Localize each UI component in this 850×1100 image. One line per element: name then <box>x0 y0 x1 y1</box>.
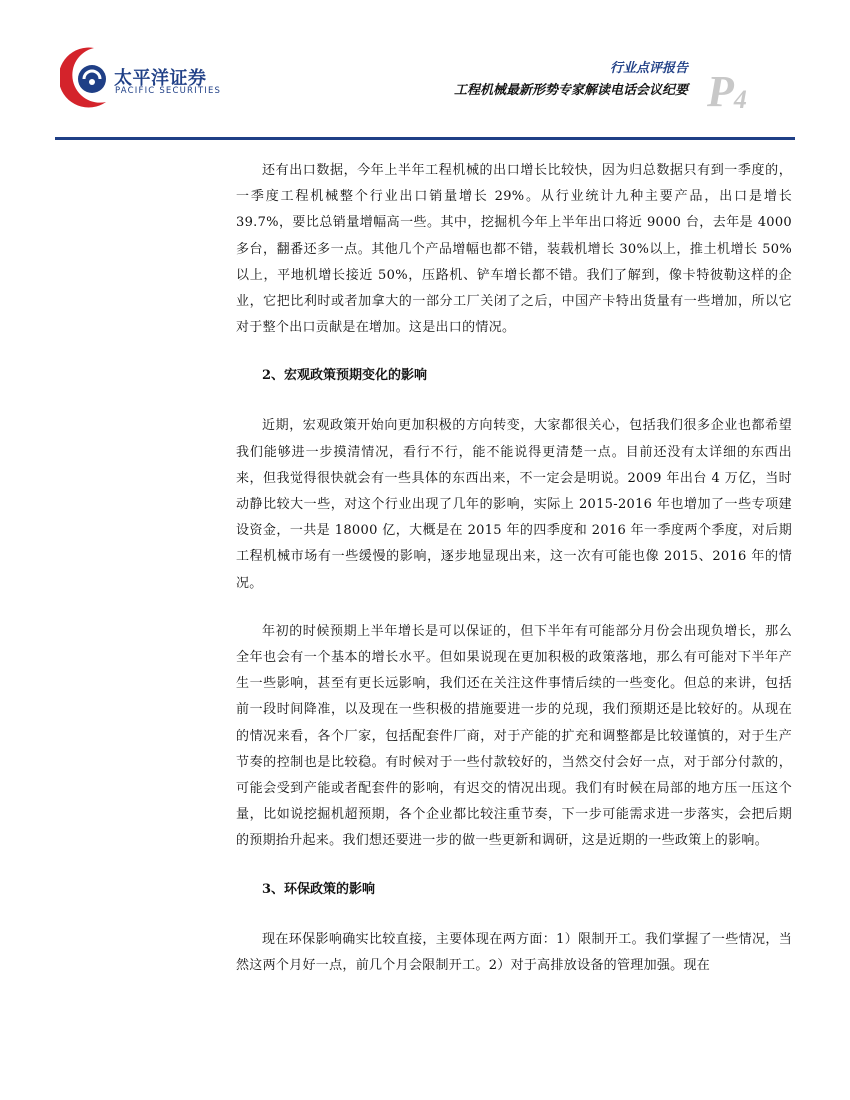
page-number <box>707 67 747 116</box>
logo-english-name: PACIFIC SECURITIES <box>115 86 222 96</box>
page-header <box>0 0 850 140</box>
section-heading-macro-policy: 2、宏观政策预期变化的影响 <box>262 368 428 384</box>
paragraph-outlook: 年初的时候预期上半年增长是可以保证的，但下半年有可能部分月份会出现负增长，那么全年也会有一个基本的增长水平。但如果说现在更加积极的政策落地，那么有可能对下半年产生一些影响，甚至有更长远影响，我们还在关注这件事情后续的一些变化。但总的来讲，包括前一段时间降准，以及现在一些积极的措施要进一步的兑现，我们预期还是比较好的。从现在的情况来看，各个厂家，包括配套件厂商，对于产能的扩充和调整都是比较谨慎的，对于生产节奏的控制也是比较稳。有时候对于一些付款较好的，当然交付会好一点，对于部分付款的，可能会受到产能或者配套件的影响，有迟交的情况出现。我们有时候在局部的地方压一压这个量，比如说挖掘机超预期，各个企业都比较注重节奏，下一步可能需求进一步落实，会把后期的预期抬升起来。我们想还要进一步的做一些更新和调研，这是近期的一些政策上的影响。 <box>236 623 792 849</box>
report-title: 工程机械最新形势专家解读电话会议纪要 <box>453 83 688 98</box>
paragraph-export-data: 还有出口数据，今年上半年工程机械的出口增长比较快，因为归总数据只有到一季度的，一季度工程机械整个行业出口销量增长 29%。从行业统计九种主要产品，出口是增长 39.7%，要比总销量增幅高一些。其中，挖掘机今年上半年出口将近 9000 台，去年是 4000 多台，翻番还多一点。其他几个产品增幅也都不错，装载机增长 30%以上，推土机增长 50%以上，平地机增长接近 50%，压路机、铲车增长都不错。我们了解到，像卡特彼勒这样的企业，它把比利时或者加拿大的一部分工厂关闭了之后，中国产卡特出货量有一些增加，所以它对于整个出口贡献是在增加。这是出口的情况。 <box>236 163 792 336</box>
section-heading-environmental-policy: 3、环保政策的影响 <box>262 881 376 897</box>
header-divider <box>55 137 795 140</box>
document-body <box>236 158 792 1001</box>
company-logo <box>60 42 230 112</box>
page-letter: P <box>707 67 734 116</box>
logo-emblem-icon <box>60 42 118 112</box>
report-type: 行业点评报告 <box>609 61 688 76</box>
paragraph-macro-policy: 近期，宏观政策开始向更加积极的方向转变，大家都很关心，包括我们很多企业也都希望我们能够进一步摸清情况，看行不行，能不能说得更清楚一点。目前还没有太详细的东西出来，但我觉得很快就会有一些具体的东西出来，不一定会是明说。2009 年出台 4 万亿，当时动静比较大一些，对这个行业出现了几年的影响，实际上 2015-2016 年也增加了一些专项建设资金，一共是 18000 亿，大概是在 2015 年的四季度和 2016 年一季度两个季度，对后期工程机械市场有一些缓慢的影响，逐步地显现出来，这一次有可能也像 2015、2016 年的情况。 <box>236 418 792 591</box>
logo-chinese-name: 太平洋证券 <box>114 68 207 89</box>
page-digit: 4 <box>733 85 747 114</box>
paragraph-environmental-policy: 现在环保影响确实比较直接，主要体现在两方面：1）限制开工。我们掌握了一些情况，当然这两个月好一点，前几个月会限制开工。2）对于高排放设备的管理加强。现在 <box>236 931 792 973</box>
